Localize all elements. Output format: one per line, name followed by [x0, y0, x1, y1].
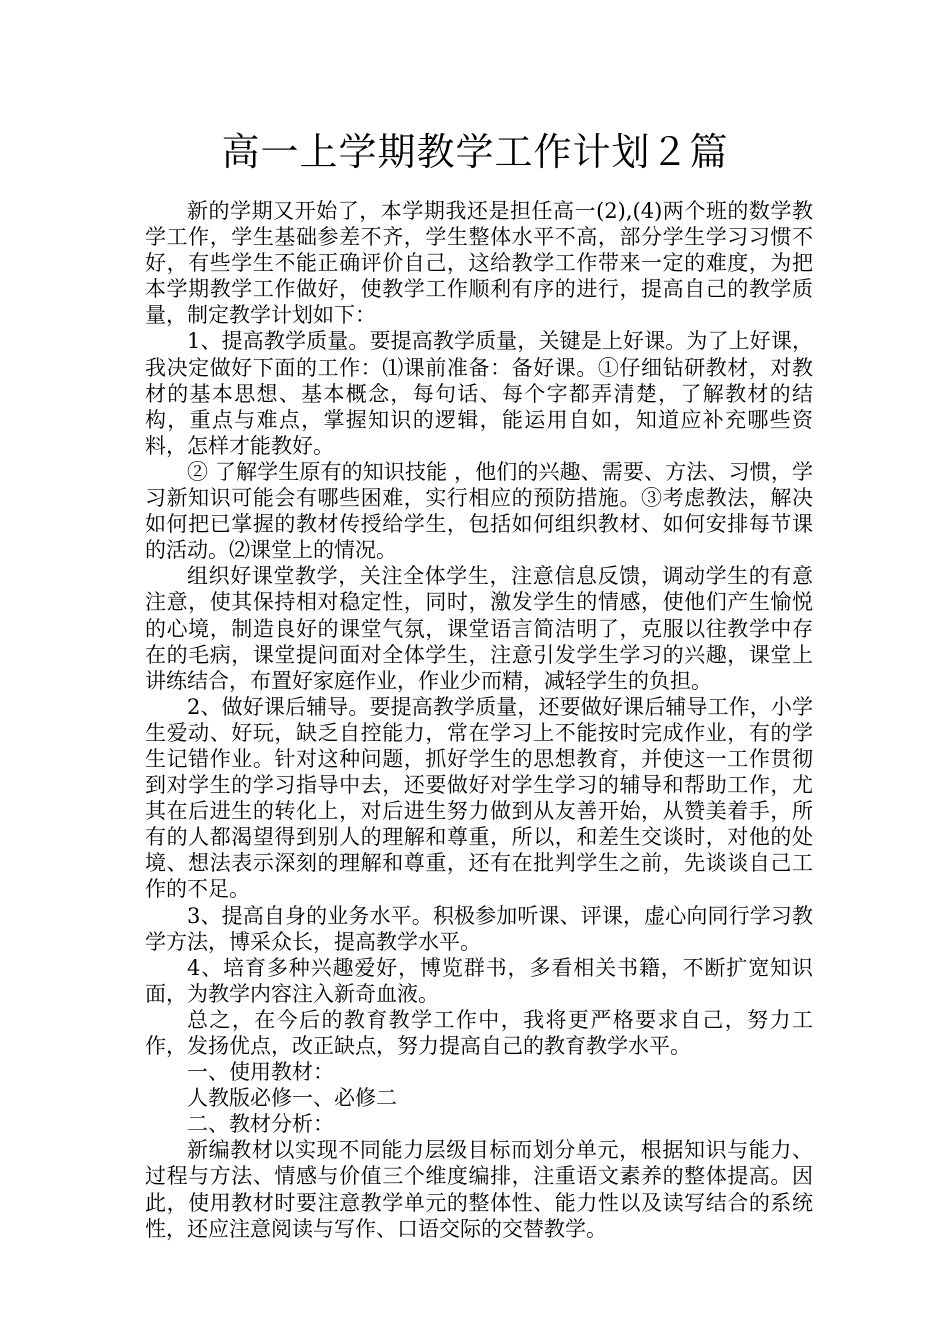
document-body — [145, 198, 813, 1242]
document-title: 高一上学期教学工作计划２篇 — [221, 130, 729, 174]
paragraph-materials: 人教版必修一、必修二 — [187, 1086, 397, 1111]
section-heading-analysis: 二、教材分析： — [187, 1112, 334, 1137]
paragraph-summary: 总之，在今后的教育教学工作中，我将更严格要求自己，努力工作，发扬优点，改正缺点，努力提高自己的教育教学水平。 — [145, 1007, 813, 1058]
paragraph-item-3: 3、提高自身的业务水平。积极参加听课、评课，虚心向同行学习教学方法，博采众长，提高教学水平。 — [145, 903, 813, 954]
section-heading-materials: 一、使用教材： — [187, 1060, 334, 1085]
paragraph-analysis: 新编教材以实现不同能力层级目标而划分单元，根据知识与能力、过程与方法、情感与价值三个维度编排，注重语文素养的整体提高。因此，使用教材时要注意教学单元的整体性、能力性以及读写结合的系统性，还应注意阅读与写作、口语交际的交替教学。 — [145, 1138, 813, 1241]
paragraph-item-2: 2、做好课后辅导。要提高教学质量，还要做好课后辅导工作，小学生爱动、好玩，缺乏自控能力，常在学习上不能按时完成作业，有的学生记错作业。针对这种问题，抓好学生的思想教育，并使这一工作贯彻到对学生的学习指导中去，还要做好对学生学习的辅导和帮助工作，尤其在后进生的转化上，对后进生努力做到从友善开始，从赞美着手，所有的人都渴望得到别人的理解和尊重，所以，和差生交谈时，对他的处境、想法表示深刻的理解和尊重，还有在批判学生之前，先谈谈自己工作的不足。 — [145, 694, 813, 902]
paragraph-classroom: 组织好课堂教学，关注全体学生，注意信息反馈，调动学生的有意注意，使其保持相对稳定性，同时，激发学生的情感，使他们产生愉悦的心境，制造良好的课堂气氛，课堂语言简洁明了，克服以往教学中存在的毛病，课堂提问面对全体学生，注意引发学生学习的兴趣，课堂上讲练结合，布置好家庭作业，作业少而精，减轻学生的负担。 — [145, 564, 813, 693]
paragraph-item-1-cont: ② 了解学生原有的知识技能 ，他们的兴趣、需要、方法、习惯，学习新知识可能会有哪些困难，实行相应的预防措施。③考虑教法，解决如何把已掌握的教材传授给学生，包括如何组织教材、如何安排每节课的活动。⑵课堂上的情况。 — [145, 459, 813, 563]
paragraph-intro: 新的学期又开始了，本学期我还是担任高一(2),(4)两个班的数学教学工作，学生基础参差不齐，学生整体水平不高，部分学生学习习惯不好，有些学生不能正确评价自己，这给教学工作带来一定的难度，为把本学期教学工作做好，使教学工作顺利有序的进行，提高自己的教学质量，制定教学计划如下： — [145, 199, 813, 328]
paragraph-item-4: 4、培育多种兴趣爱好，博览群书，多看相关书籍，不断扩宽知识面，为教学内容注入新奇血液。 — [145, 955, 813, 1006]
paragraph-item-1: 1、提高教学质量。要提高教学质量，关键是上好课。为了上好课，我决定做好下面的工作：⑴课前准备：备好课。①仔细钻研教材，对教材的基本思想、基本概念，每句话、每个字都弄清楚，了解教材的结构，重点与难点，掌握知识的逻辑，能运用自如，知道应补充哪些资料，怎样才能教好。 — [145, 329, 813, 458]
